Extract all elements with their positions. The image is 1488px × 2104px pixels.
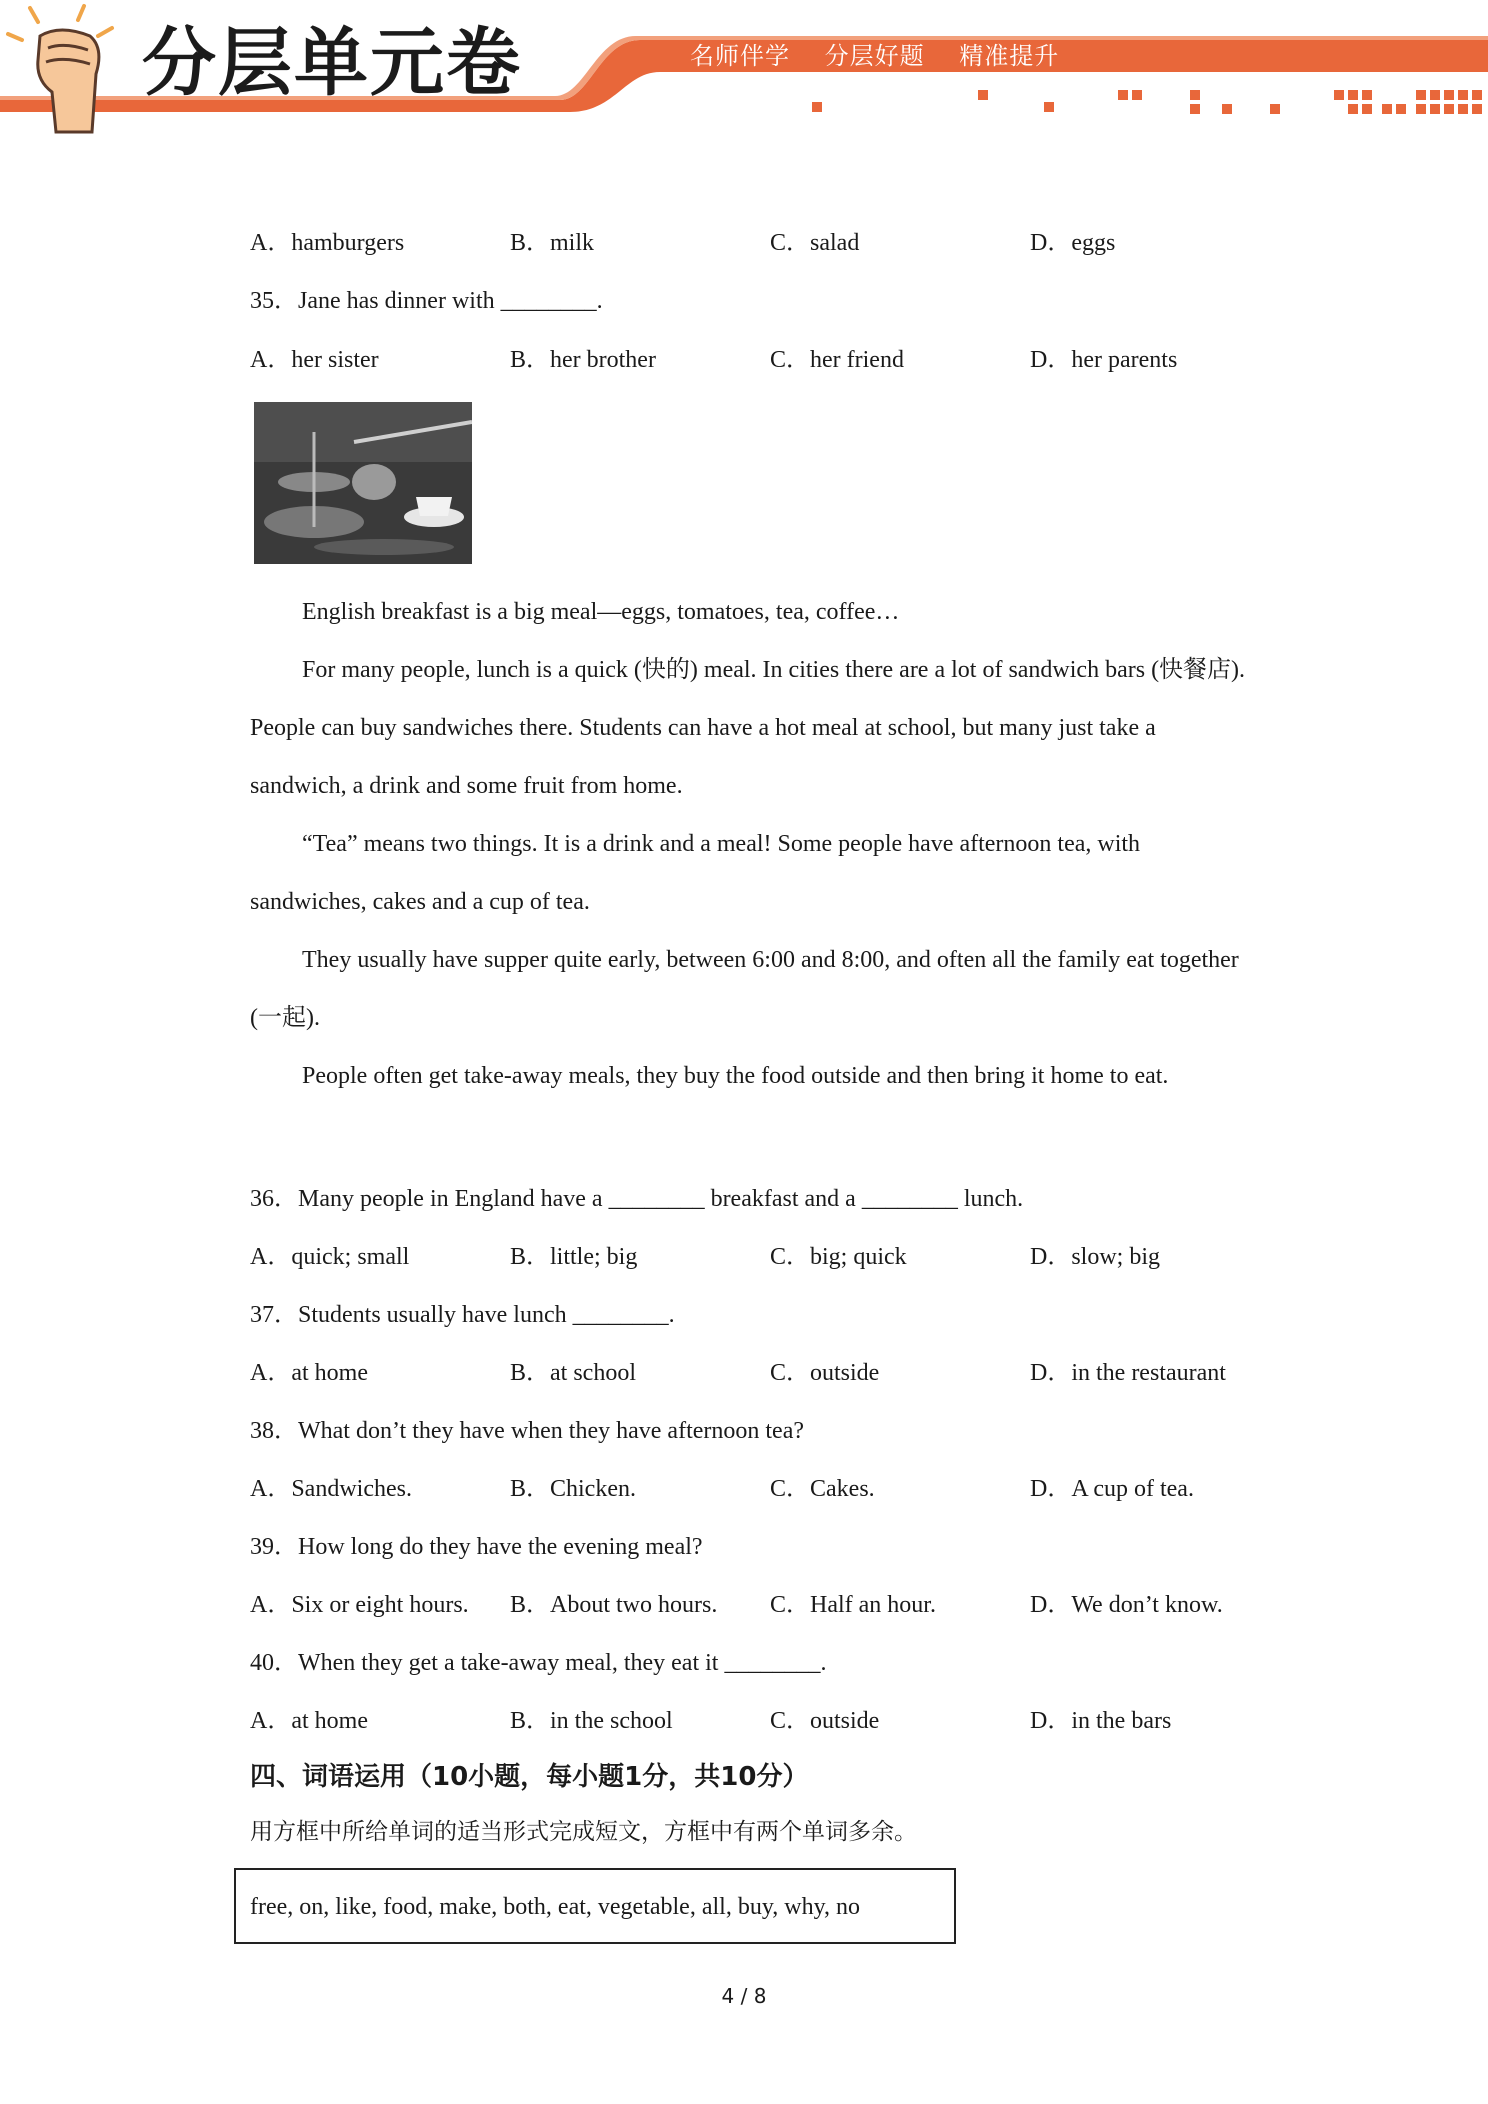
question-stem: 37．Students usually have lunch ________. bbox=[250, 1302, 675, 1328]
option-c: C．Half an hour. bbox=[770, 1592, 936, 1618]
option-c: C．her friend bbox=[770, 347, 904, 373]
option-b: B．milk bbox=[510, 230, 595, 256]
passage-paragraph-1: English breakfast is a big meal—eggs, tomatoes, tea, coffee… bbox=[302, 599, 900, 625]
fist-icon bbox=[8, 6, 112, 132]
question-stem: 39．How long do they have the evening meal? bbox=[250, 1534, 703, 1560]
option-c: C．Cakes. bbox=[770, 1476, 875, 1502]
question-stem: 36．Many people in England have a ________ breakfast and a ________ lunch. bbox=[250, 1186, 1024, 1212]
option-d: D．eggs bbox=[1030, 230, 1116, 256]
option-b: B．little; big bbox=[510, 1244, 638, 1270]
passage-paragraph-3: “Tea” means two things. It is a drink and a meal! Some people have afternoon tea, with sandwiches, cakes and a cup of tea. bbox=[250, 831, 1141, 915]
question-stem: 40．When they get a take-away meal, they eat it ________. bbox=[250, 1650, 827, 1676]
word-box bbox=[234, 1868, 956, 1944]
option-d: D．her parents bbox=[1030, 347, 1178, 373]
header-title: 分层单元卷 bbox=[142, 20, 522, 106]
option-d: D．A cup of tea. bbox=[1030, 1476, 1194, 1502]
passage-paragraph-4: They usually have supper quite early, between 6:00 and 8:00, and often all the family eat together (一起). bbox=[250, 947, 1239, 1031]
slogan-3: 精准提升 bbox=[959, 42, 1060, 70]
slogan-1: 名师伴学 bbox=[690, 42, 790, 70]
slogan-2: 分层好题 bbox=[824, 42, 925, 70]
afternoon-tea-photo bbox=[254, 402, 472, 564]
question-stem: 35．Jane has dinner with ________. bbox=[250, 288, 603, 314]
word-box-text: free, on, like, food, make, both, eat, vegetable, all, buy, why, no bbox=[250, 1894, 861, 1920]
header-slogans bbox=[690, 36, 1085, 71]
option-a: A．her sister bbox=[250, 347, 379, 373]
option-b: B．About two hours. bbox=[510, 1592, 718, 1618]
option-b: B．at school bbox=[510, 1360, 636, 1386]
option-b: B．in the school bbox=[510, 1708, 673, 1734]
option-d: D．in the bars bbox=[1030, 1708, 1172, 1734]
option-a: A．hamburgers bbox=[250, 230, 405, 256]
section-title: 四、词语运用（10小题，每小题1分，共10分） bbox=[250, 1762, 809, 1792]
option-d: D．slow; big bbox=[1030, 1244, 1161, 1270]
option-a: A．Six or eight hours. bbox=[250, 1592, 469, 1618]
page-number: 4 / 8 bbox=[721, 1984, 767, 2008]
option-b: B．her brother bbox=[510, 347, 656, 373]
option-c: C．outside bbox=[770, 1360, 880, 1386]
section-instruction: 用方框中所给单词的适当形式完成短文，方框中有两个单词多余。 bbox=[250, 1819, 917, 1845]
option-d: D．We don’t know. bbox=[1030, 1592, 1223, 1618]
passage-paragraph-2: For many people, lunch is a quick (快的) meal. In cities there are a lot of sandwich bars (快餐店). People can buy sandwiches there. Students can have a hot meal at school, but many just take a sandwich, a drink and some fruit from home. bbox=[250, 657, 1246, 799]
option-d: D．in the restaurant bbox=[1030, 1360, 1226, 1386]
option-a: A．at home bbox=[250, 1708, 368, 1734]
question-stem: 38．What don’t they have when they have afternoon tea? bbox=[250, 1418, 805, 1444]
page-header bbox=[0, 0, 1488, 140]
option-a: A．at home bbox=[250, 1360, 368, 1386]
option-b: B．Chicken. bbox=[510, 1476, 636, 1502]
pixel-decoration bbox=[812, 90, 1482, 114]
option-c: C．big; quick bbox=[770, 1244, 907, 1270]
option-a: A．quick; small bbox=[250, 1244, 410, 1270]
passage-paragraph-5: People often get take-away meals, they buy the food outside and then bring it home to eat. bbox=[302, 1063, 1169, 1089]
option-c: C．outside bbox=[770, 1708, 880, 1734]
option-a: A．Sandwiches. bbox=[250, 1476, 412, 1502]
option-c: C．salad bbox=[770, 230, 860, 256]
